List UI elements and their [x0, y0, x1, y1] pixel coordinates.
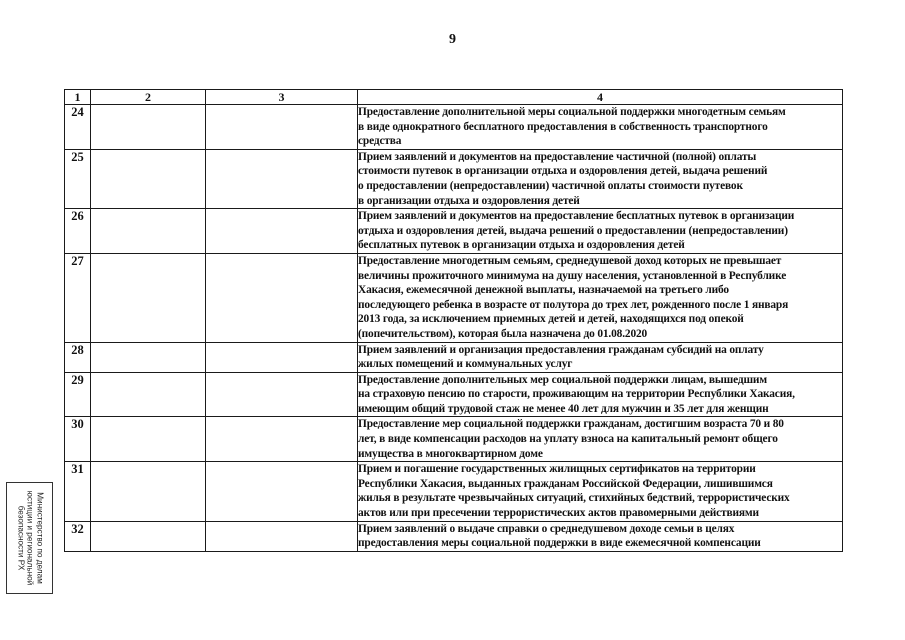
description-line: величины прожиточного минимума на душу населения, установленной в Республике — [358, 269, 787, 282]
col-2-cell — [91, 253, 206, 342]
description-line: стоимости путевок в организации отдыха и оздоровления детей, выдача решений — [358, 165, 768, 178]
description-line: последующего ребенка в возрасте от полутора до трех лет, рожденного после 1 января — [358, 298, 789, 311]
row-number: 24 — [65, 105, 91, 150]
services-table — [64, 89, 843, 552]
row-number: 30 — [65, 417, 91, 462]
description-line: в организации отдыха и оздоровления детей — [358, 194, 580, 207]
col-header-4: 4 — [358, 90, 843, 105]
table-body — [65, 105, 843, 552]
col-2-cell — [91, 209, 206, 254]
service-description — [358, 342, 843, 372]
col-2-cell — [91, 105, 206, 150]
service-description — [358, 372, 843, 417]
service-description — [358, 209, 843, 254]
service-description — [358, 521, 843, 551]
service-description — [358, 105, 843, 150]
description-line: жилых помещений и коммунальных услуг — [358, 358, 573, 371]
row-number: 32 — [65, 521, 91, 551]
row-number: 31 — [65, 462, 91, 521]
col-3-cell — [206, 342, 358, 372]
description-line: Прием заявлений и организация предоставления гражданам субсидий на оплату — [358, 343, 764, 356]
row-number: 26 — [65, 209, 91, 254]
col-2-cell — [91, 342, 206, 372]
col-2-cell — [91, 417, 206, 462]
table-row — [65, 417, 843, 462]
col-header-1: 1 — [65, 90, 91, 105]
description-line: (попечительством), которая была назначена до 01.08.2020 — [358, 327, 648, 340]
col-3-cell — [206, 372, 358, 417]
col-3-cell — [206, 253, 358, 342]
description-line: Предоставление мер социальной поддержки гражданам, достигшим возраста 70 и 80 — [358, 418, 784, 431]
col-3-cell — [206, 417, 358, 462]
stamp-line: безопасности РХ — [15, 505, 25, 571]
description-line: имеющим общий трудовой стаж не менее 40 лет для мужчин и 35 лет для женщин — [358, 402, 769, 415]
page-number: 9 — [449, 32, 456, 47]
stamp-text — [15, 491, 44, 586]
description-line: бесплатных путевок в организации отдыха и оздоровления детей — [358, 239, 685, 252]
row-number: 25 — [65, 149, 91, 208]
service-description — [358, 253, 843, 342]
row-number: 27 — [65, 253, 91, 342]
description-line: предоставления меры социальной поддержки в виде ежемесячной компенсации — [358, 537, 761, 550]
table-row — [65, 342, 843, 372]
description-line: имущества в многоквартирном доме — [358, 447, 543, 460]
description-line: Прием заявлений и документов на предоставление бесплатных путевок в организации — [358, 210, 795, 223]
description-line: 2013 года, за исключением приемных детей и детей, находящихся под опекой — [358, 313, 744, 326]
description-line: Предоставление многодетным семьям, среднедушевой доход которых не превышает — [358, 254, 782, 267]
description-line: Предоставление дополнительных мер социальной поддержки лицам, вышедшим — [358, 373, 767, 386]
col-2-cell — [91, 521, 206, 551]
description-line: Прием заявлений и документов на предоставление частичной (полной) оплаты — [358, 150, 757, 163]
description-line: средства — [358, 135, 402, 148]
col-3-cell — [206, 149, 358, 208]
table-row — [65, 149, 843, 208]
col-3-cell — [206, 521, 358, 551]
stamp-line: Министерство по делам — [34, 492, 44, 584]
description-line: актов или при пресечении террористических актов правомерными действиями — [358, 507, 759, 520]
stamp-line: юстиции и региональной — [25, 490, 35, 586]
header-row — [65, 90, 843, 105]
table-row — [65, 462, 843, 521]
description-line: жилья в результате чрезвычайных ситуаций, стихийных бедствий, террористических — [358, 492, 790, 505]
description-line: о предоставлении (непредоставлении) частичной оплаты стоимости путевок — [358, 179, 743, 192]
description-line: отдыха и оздоровления детей, выдача решений о предоставлении (непредоставлении) — [358, 224, 788, 237]
col-header-3: 3 — [206, 90, 358, 105]
col-2-cell — [91, 149, 206, 208]
table-row — [65, 209, 843, 254]
table-row — [65, 521, 843, 551]
row-number: 28 — [65, 342, 91, 372]
registration-stamp — [6, 482, 53, 594]
description-line: Прием и погашение государственных жилищных сертификатов на территории — [358, 463, 756, 476]
description-line: Предоставление дополнительной меры социальной поддержки многодетным семьям — [358, 106, 786, 118]
description-line: лет, в виде компенсации расходов на уплату взноса на капитальный ремонт общего — [358, 433, 778, 446]
description-line: Хакасия, ежемесячной денежной выплаты, назначаемой на третьего либо — [358, 284, 729, 297]
table-row — [65, 372, 843, 417]
description-line: Республики Хакасия, выданных гражданам Российской Федерации, лишившимся — [358, 477, 773, 490]
col-3-cell — [206, 209, 358, 254]
description-line: на страховую пенсию по старости, проживающим на территории Республики Хакасия, — [358, 388, 795, 401]
col-2-cell — [91, 372, 206, 417]
col-2-cell — [91, 462, 206, 521]
col-3-cell — [206, 105, 358, 150]
table-row — [65, 253, 843, 342]
table-row — [65, 105, 843, 150]
col-3-cell — [206, 462, 358, 521]
row-number: 29 — [65, 372, 91, 417]
description-line: в виде однократного бесплатного предоставления в собственность транспортного — [358, 120, 768, 133]
description-line: Прием заявлений о выдаче справки о среднедушевом доходе семьи в целях — [358, 522, 735, 535]
service-description — [358, 417, 843, 462]
service-description — [358, 149, 843, 208]
col-header-2: 2 — [91, 90, 206, 105]
service-description — [358, 462, 843, 521]
